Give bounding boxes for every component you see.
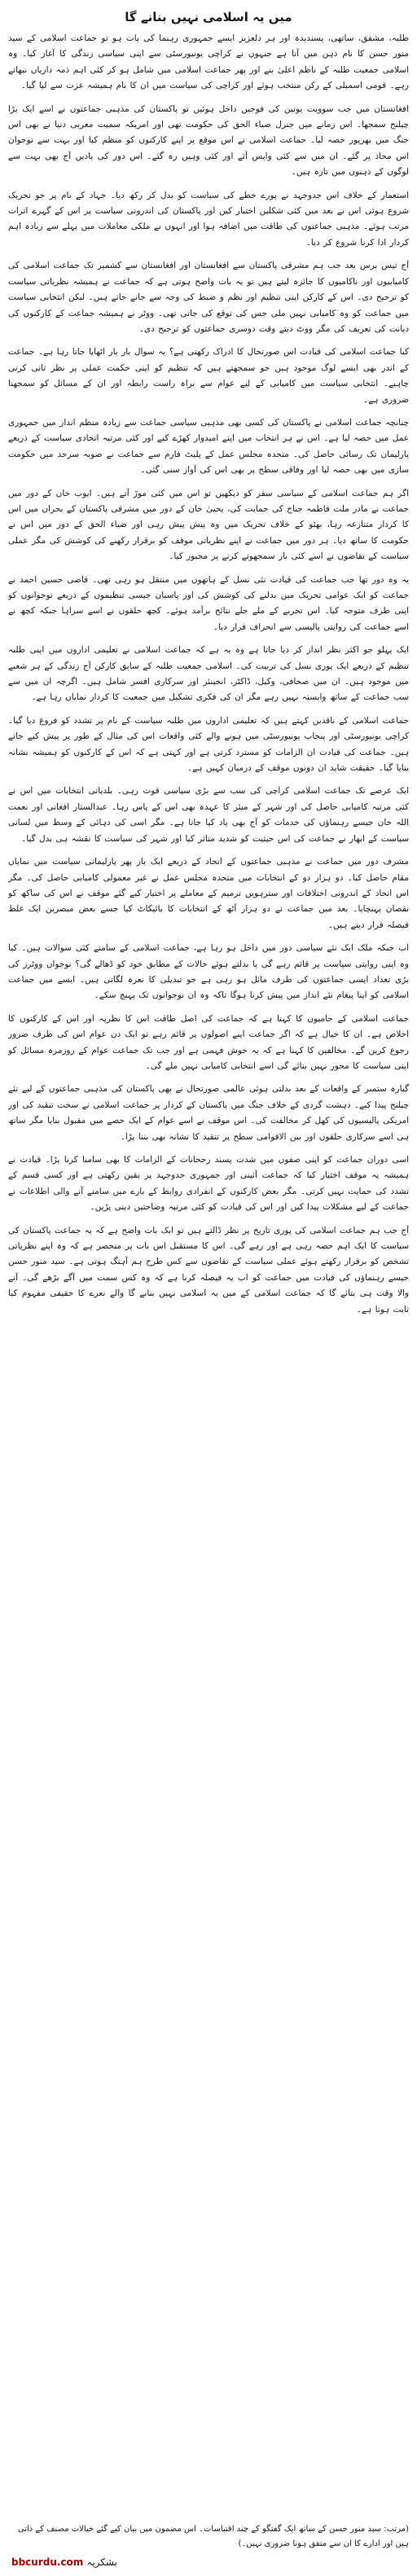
article-paragraph: آج جب ہم جماعت اسلامی کی پوری تاریخ پر نظر ڈالتے ہیں تو ایک بات واضح ہے کہ یہ جماعت پاکستان کی سیاست کا ایک اہم حصہ رہی ہے اور رہے گی۔ اس کا مستقبل اس بات پر منحصر ہے کہ وہ اپنے نظریاتی تشخص کو برقرار رکھتے ہوئے عملی سیاست کے تقاضوں سے کس طرح ہم آہنگ ہوتی ہے۔ سید منور حسن جیسے رہنماؤں کی قیادت میں جماعت کو اب یہ فیصلہ کرنا ہے کہ وہ کس سمت میں آگے بڑھے گی۔ آنے والا وقت ہی بتائے گا کہ جماعت اسلامی کے میں یہ اسلامی نہیں بنانے گا والے نعرے کا حقیقی مفہوم کیا ثابت ہوتا ہے۔ [8,1225,409,1314]
site-logo-text: bbcurdu.com [11,2556,84,2568]
article-paragraph: افغانستان میں جب سوویت یونین کی فوجیں داخل ہوئیں تو پاکستان کی مذہبی جماعتوں نے اسے ایک بڑا چیلنج سمجھا۔ اس زمانے میں جنرل ضیاء الحق کی حکومت تھی اور امریکہ سمیت مغربی دنیا نے بھی اس جنگ میں بھرپور حصہ لیا۔ جماعت اسلامی نے اس موقع پر اپنے کارکنوں کو منظم کیا اور بہت سے نوجوان اس محاذ پر گئے۔ ان میں سے کئی واپس آئے اور کئی وہیں رہ گئے۔ اس دور کی یادیں آج بھی بہت سے لوگوں کے ذہنوں میں تازہ ہیں۔ [8,103,409,178]
article-paragraph: استعمار کے خلاف اس جدوجہد نے پورے خطے کی سیاست کو بدل کر رکھ دیا۔ جہاد کے نام پر جو تحریک شروع ہوئی اس نے بعد میں کئی شکلیں اختیار کیں اور پاکستان کی اندرونی سیاست پر اس کے گہرے اثرات مرتب ہوئے۔ مذہبی جماعتوں کی طاقت میں اضافہ ہوا اور انہوں نے ملکی معاملات میں پہلے سے زیادہ اہم کردار ادا کرنا شروع کر دیا۔ [8,190,409,248]
article-paragraph: چنانچہ جماعت اسلامی نے پاکستان کی کسی بھی مذہبی سیاسی جماعت سے زیادہ منظم انداز میں جمہوری عمل میں حصہ لیا ہے۔ اس نے ہر انتخاب میں اپنے امیدوار کھڑے کیے اور کئی مرتبہ اتحادی سیاست کے ذریعے پارلیمان تک رسائی حاصل کی۔ متحدہ مجلس عمل کے پلیٹ فارم سے جماعت نے صوبہ سرحد میں حکومت سازی میں بھی حصہ لیا اور وفاقی سطح پر بھی اس کی آواز سنی گئی۔ [8,417,409,476]
article-paragraph: مشرف دور میں جماعت نے مذہبی جماعتوں کے اتحاد کے ذریعے ایک بار پھر پارلیمانی سیاست میں نمایاں مقام حاصل کیا۔ دو ہزار دو کے انتخابات میں متحدہ مجلس عمل نے غیر معمولی کامیابی حاصل کی۔ مگر اس اتحاد کے اندرونی اختلافات اور سترہویں ترمیم کے معاملے پر اختیار کیے گئے موقف نے اس کی ساکھ کو نقصان پہنچایا۔ بعد میں جماعت نے دو ہزار آٹھ کے انتخابات کا بائیکاٹ کیا جسے بعض مبصرین ایک غلط فیصلہ قرار دیتے ہیں۔ [8,857,409,930]
article-paragraph: اسی دوران جماعت کو اپنی صفوں میں شدت پسند رجحانات کے الزامات کا بھی سامنا کرنا پڑا۔ قیادت نے ہمیشہ یہ موقف اختیار کیا کہ جماعت آئینی اور جمہوری جدوجہد پر یقین رکھتی ہے اور کسی قسم کے تشدد کی حمایت نہیں کرتی۔ مگر بعض کارکنوں کے انفرادی روابط کے بارے میں سامنے آنے والی اطلاعات نے جماعت کے لیے مشکلات پیدا کیں اور اس کی قیادت کو کئی مرتبہ وضاحتیں دینی پڑیں۔ [8,1155,409,1213]
article-paragraph: جماعت اسلامی کے حامیوں کا کہنا ہے کہ جماعت کی اصل طاقت اس کا نظریہ اور اس کے کارکنوں کا اخلاص ہے۔ ان کا خیال ہے کہ اگر جماعت اپنے اصولوں پر قائم رہے تو ایک دن عوام اس کی طرف ضرور رجوع کریں گے۔ مخالفین کا کہنا ہے کہ یہ خوش فہمی ہے اور جب تک جماعت عوام کے روزمرہ مسائل کو اپنی سیاست کا محور نہیں بنائے گی اسے انتخابی کامیابی نہیں ملے گی۔ [8,1013,409,1071]
article-paragraph: اب جبکہ ملک ایک نئے سیاسی دور میں داخل ہو رہا ہے، جماعت اسلامی کے سامنے کئی سوالات ہیں۔ کیا وہ اپنی روایتی سیاست پر قائم رہے گی یا بدلتے ہوئے حالات کے مطابق خود کو ڈھالے گی؟ نوجوان ووٹرز کی بڑی تعداد ایسی جماعتوں کی طرف مائل ہو رہی ہے جو تبدیلی کا نعرہ لگاتی ہیں۔ ایسے میں جماعت اسلامی کو اپنا پیغام نئے انداز میں پیش کرنا ہوگا تاکہ وہ ان نوجوانوں تک پہنچ سکے۔ [8,943,409,1001]
article-paragraph: طلبہ، مشفق، ساتھی، پسندیدہ اور ہر دلعزیز ایسے جمہوری رہنما کی بات ہو تو جماعت اسلامی کے سید منور حسن کا نام ذہن میں آتا ہے جنہوں نے کراچی یونیورسٹی سے اپنی سیاسی زندگی کا آغاز کیا۔ وہ اسلامی جمعیت طلبہ کے ناظم اعلیٰ بنے اور پھر جماعت اسلامی میں شامل ہو کر کئی اہم ذمہ داریاں نبھاتے رہے۔ قومی اسمبلی کے رکن منتخب ہوئے اور کراچی کی سیاست میں ان کا نام ہمیشہ عزت سے لیا گیا۔ [8,33,409,91]
site-logo-tag: بشکریہ [86,2556,117,2568]
article-paragraph: ایک عرصے تک جماعت اسلامی کراچی کی سب سے بڑی سیاسی قوت رہی۔ بلدیاتی انتخابات میں اس نے کئی مرتبہ کامیابی حاصل کی اور شہر کے میئر کا عہدہ بھی اس کے پاس رہا۔ عبدالستار افغانی اور نعمت اللہ خان جیسے رہنماؤں کی خدمات کو آج بھی یاد کیا جاتا ہے۔ مگر اسی کی دہائی کے وسط میں لسانی سیاست کے ابھار نے جماعت کی اس حیثیت کو شدید متاثر کیا اور شہر کی سیاست کا نقشہ ہی بدل گیا۔ [8,786,409,844]
article-title: میں یہ اسلامی نہیں بنانے گا [125,10,292,24]
site-logo[interactable] [11,2556,117,2568]
article-paragraph: کیا جماعت اسلامی کی قیادت اس صورتحال کا ادراک رکھتی ہے؟ یہ سوال بار بار اٹھایا جاتا رہا ہے۔ جماعت کے اندر بھی ایسے لوگ موجود ہیں جو سمجھتے ہیں کہ تنظیم کو اپنی حکمت عملی پر نظر ثانی کرنی چاہیے۔ انتخابی سیاست میں کامیابی کے لیے عوام سے براہ راست رابطہ اور ان کے مسائل کو سمجھنا ضروری ہے۔ [8,347,409,405]
footer-note: (مرتب: سید منور حسن کے ساتھ ایک گفتگو کے چند اقتباسات۔ اس مضمون میں بیان کیے گئے خیالات مصنف کے ذاتی ہیں اور ادارے کا ان سے متفق ہونا ضروری نہیں۔) [17,2525,409,2548]
article-paragraph: آج تیس برس بعد جب ہم مشرقی پاکستان سے افغانستان اور افغانستان سے کشمیر تک جماعت اسلامی کی کامیابیوں اور ناکامیوں کا جائزہ لیتے ہیں تو یہ بات واضح ہوتی ہے کہ جماعت نے ہمیشہ نظریاتی سیاست کو ترجیح دی۔ اس کے کارکن اپنی تنظیم اور نظم و ضبط کی وجہ سے جانے جاتے ہیں۔ لیکن انتخابی سیاست میں جماعت کو وہ کامیابی نہیں ملی جس کی توقع کی جاتی تھی۔ ووٹر نے ہمیشہ جماعت کے کارکنوں کی دیانت کی تعریف کی مگر ووٹ دیتے وقت دوسری جماعتوں کو ترجیح دی۔ [8,261,409,334]
article-paragraph: جماعت اسلامی کے ناقدین کہتے ہیں کہ تعلیمی اداروں میں طلبہ سیاست کے نام پر تشدد کو فروغ دیا گیا۔ کراچی یونیورسٹی اور پنجاب یونیورسٹی میں ہونے والے کئی واقعات اس کی مثال کے طور پر پیش کیے جاتے ہیں۔ جماعت کی قیادت ان الزامات کو مسترد کرتی ہے اور کہتی ہے کہ اس کے کارکنوں کو ہمیشہ نشانہ بنایا گیا۔ حقیقت شاید ان دونوں موقف کے درمیان کہیں ہے۔ [8,715,409,774]
article-body [8,31,409,2519]
article-footer [0,2522,417,2569]
article-paragraph: گیارہ ستمبر کے واقعات کے بعد بدلتی ہوئی عالمی صورتحال نے بھی پاکستان کی مذہبی جماعتوں کے لیے نئے چیلنج پیدا کیے۔ دہشت گردی کے خلاف جنگ میں پاکستان کے کردار پر جماعت اسلامی نے سخت تنقید کی اور امریکی پالیسیوں کی کھل کر مخالفت کی۔ اس موقف نے اسے عوام کے ایک حصے میں مقبول بنایا مگر ساتھ ہی اسے سرکاری حلقوں اور بین الاقوامی سطح پر تنقید کا نشانہ بھی بننا پڑا۔ [8,1084,409,1142]
article-paragraph: ایک پہلو جو اکثر نظر انداز کر دیا جاتا ہے وہ یہ ہے کہ جماعت اسلامی نے تعلیمی اداروں میں اپنی طلبہ تنظیم کے ذریعے ایک پوری نسل کی تربیت کی۔ اسلامی جمعیت طلبہ کے سابق کارکن آج زندگی کے ہر شعبے میں موجود ہیں۔ ان میں صحافی، وکیل، ڈاکٹر، انجینئر اور سرکاری افسر شامل ہیں۔ اگرچہ ان میں سے سب جماعت کے ساتھ وابستہ نہیں رہے مگر ان کی فکری تشکیل میں جمعیت کا کردار نمایاں رہا ہے۔ [8,645,409,703]
article-paragraph: اگر ہم جماعت اسلامی کے سیاسی سفر کو دیکھیں تو اس میں کئی موڑ آتے ہیں۔ ایوب خان کے دور میں جماعت نے مادر ملت فاطمہ جناح کی حمایت کی، یحییٰ خان کے دور میں مشرقی پاکستان کے بحران میں اس کا کردار متنازعہ رہا، بھٹو کے خلاف تحریک میں وہ پیش پیش رہی اور ضیاء الحق کے دور میں اس نے حکومت کا ساتھ دیا۔ ہر دور میں جماعت نے اپنے نظریاتی موقف کو برقرار رکھنے کی کوشش کی مگر عملی سیاست کے تقاضوں نے اسے کئی بار سمجھوتے کرنے پر مجبور کیا۔ [8,488,409,562]
article-paragraph: یہ وہ دور تھا جب جماعت کی قیادت نئی نسل کے ہاتھوں میں منتقل ہو رہی تھی۔ قاضی حسین احمد نے جماعت کو ایک عوامی تحریک میں بدلنے کی کوشش کی اور پاسبان جیسی تنظیموں کے ذریعے نوجوانوں کو اپنی طرف متوجہ کیا۔ اس تجربے کے ملے جلے نتائج برآمد ہوئے۔ کچھ حلقوں نے اسے سراہا جبکہ کچھ نے اسے جماعت کی روایتی پالیسی سے انحراف قرار دیا۔ [8,574,409,632]
